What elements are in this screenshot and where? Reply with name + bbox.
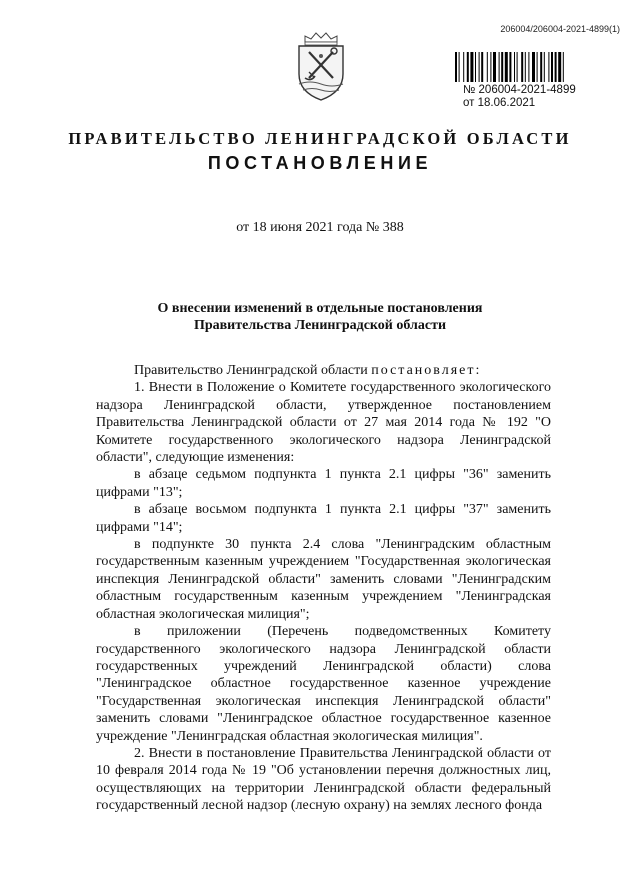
intro-prefix: Правительство Ленинградской области — [134, 363, 372, 378]
body-paragraph-4: в подпункте 30 пункта 2.4 слова "Ленинградским областным государственным казенным учреждением "Государственная экологическая инспекция Ленинградской области" заменить словами "Ленинградским областным государственным казенным учреждением "Ленинградская областная экологическая милиция"; — [96, 537, 551, 622]
body-paragraph-5: в приложении (Перечень подведомственных Комитету государственного экологического надзора Ленинградской области государственных учреждений Ленинградской области) слова "Ленинградское областное государственное казенное учреждение "Государственная экологическая инспекция Ленинградской области" заменить словами "Ленинградское областное государственное казенное учреждение "Ленинградская областная экологическая милиция". — [96, 624, 551, 744]
barcode-icon — [455, 52, 625, 82]
coat-of-arms-icon — [291, 30, 351, 102]
document-body — [96, 362, 551, 815]
document-date-line: от 18 июня 2021 года № 388 — [236, 220, 404, 235]
body-paragraph-3: в абзаце восьмом подпункта 1 пункта 2.1 цифры "37" заменить цифрами "14"; — [96, 502, 551, 535]
body-paragraph-6: 2. Внести в постановление Правительства Ленинградской области от 10 февраля 2014 года № 19 "Об установлении перечня должностных лиц, осуществляющих на территории Ленинградской области федеральный государственный лесной надзор (лесную охрану) на землях лесного фонда — [96, 745, 551, 814]
subject-line-2: Правительства Ленинградской области — [193, 318, 447, 333]
body-paragraph-2: в абзаце седьмом подпункта 1 пункта 2.1 цифры "36" заменить цифрами "13"; — [96, 467, 551, 500]
subject-line-1: О внесении изменений в отдельные постановления — [157, 301, 483, 316]
document-subject — [0, 300, 640, 334]
intro-paragraph — [96, 362, 551, 379]
registration-date: от 18.06.2021 — [463, 97, 536, 109]
document-code: 206004/206004-2021-4899(1) — [500, 24, 620, 34]
registration-number: № 206004-2021-4899 — [463, 84, 576, 96]
body-paragraph-1: 1. Внести в Положение о Комитете государственного экологического надзора Ленинградской области, утвержденное постановлением Правительства Ленинградской области от 27 мая 2014 года № 192 "О Комитете государственного экологического надзора Ленинградской области", следующие изменения: — [96, 380, 551, 466]
registration-info — [463, 84, 576, 110]
intro-verb: постановляет: — [371, 363, 482, 378]
government-title: ПРАВИТЕЛЬСТВО ЛЕНИНГРАДСКОЙ ОБЛАСТИ — [68, 129, 572, 148]
document-type-title: ПОСТАНОВЛЕНИЕ — [207, 153, 433, 173]
